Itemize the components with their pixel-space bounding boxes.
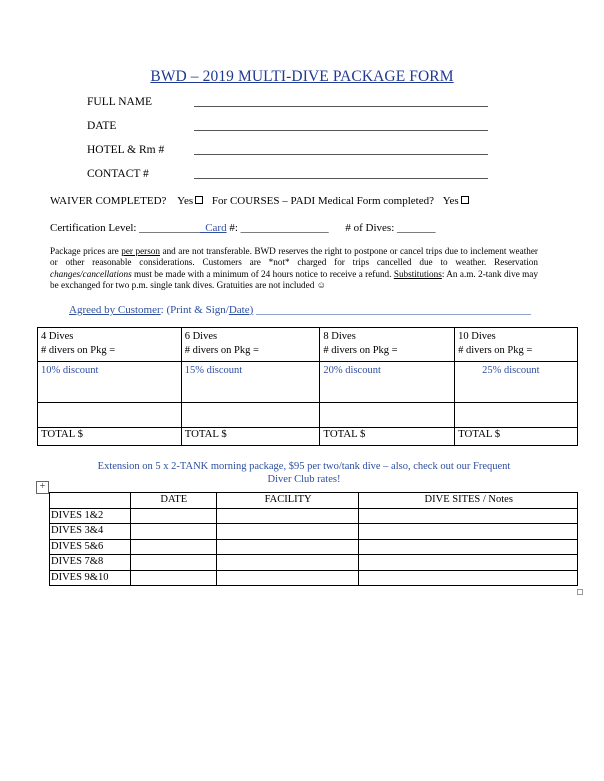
policy-text-1: Package prices are [50, 246, 122, 256]
package-8-total[interactable] [320, 428, 455, 446]
date-cell[interactable] [130, 570, 216, 586]
extension-line-1: Extension on 5 x 2-TANK morning package, $95 per two/tank dive – also, check out our Frequent [97, 461, 511, 472]
total-label: TOTAL $ [41, 428, 84, 440]
signature-line-field[interactable]: __________________________________________________ [253, 304, 531, 316]
package-8-header [320, 328, 455, 362]
policy-text-2: and are not transferable. BWD reserves the right to postpone or cancel trips due to inclement weather or other reasonable considerations. Customers are *not* charged for trips cancelled due to weather. Reservation [50, 246, 538, 268]
facility-cell[interactable] [216, 508, 359, 524]
policy-substitutions: Substitutions [393, 268, 442, 279]
package-4-header [38, 328, 182, 362]
medical-yes-label: Yes [442, 195, 459, 207]
package-header-row [38, 328, 578, 362]
blank-cell[interactable] [320, 403, 455, 428]
table-resize-handle[interactable] [577, 589, 583, 595]
notes-cell[interactable] [359, 555, 578, 571]
notes-cell[interactable] [359, 539, 578, 555]
table-row [50, 539, 578, 555]
total-label: TOTAL $ [184, 428, 227, 440]
package-10-header [455, 328, 578, 362]
number-of-dives-field[interactable]: # of Dives: _______ [345, 222, 436, 234]
policy-changes: changes/cancellations [50, 268, 132, 279]
package-8-discount-cell[interactable] [320, 362, 455, 403]
date-hint-label: Date) [228, 304, 254, 316]
facility-cell[interactable] [216, 524, 359, 540]
table-move-handle-icon[interactable]: + [36, 481, 49, 494]
extension-line-2: Diver Club rates! [267, 474, 341, 485]
blank-cell[interactable] [455, 403, 578, 428]
package-4-discount-cell[interactable] [38, 362, 182, 403]
table-row [50, 570, 578, 586]
date-cell[interactable] [130, 539, 216, 555]
table-row [50, 508, 578, 524]
date-cell[interactable] [130, 524, 216, 540]
facility-cell[interactable] [216, 570, 359, 586]
waiver-yes-checkbox[interactable] [195, 196, 203, 204]
certification-level-field[interactable]: Certification Level: ___________ [50, 222, 200, 234]
blank-row [38, 403, 578, 428]
full-name-field[interactable] [194, 106, 488, 107]
notes-cell[interactable] [359, 570, 578, 586]
package-8-dives: 8 Dives [323, 331, 356, 342]
row-label: DIVES 5&6 [50, 539, 131, 555]
row-label: DIVES 1&2 [50, 508, 131, 524]
table-row [50, 555, 578, 571]
card-label: Card [205, 222, 227, 234]
package-6-discount: 15% discount [184, 365, 243, 376]
package-4-divers[interactable]: # divers on Pkg = [41, 345, 116, 356]
package-6-discount-cell[interactable] [181, 362, 320, 403]
package-6-divers[interactable]: # divers on Pkg = [184, 345, 259, 356]
full-name-label: FULL NAME [87, 96, 153, 108]
package-10-discount: 25% discount [482, 365, 540, 376]
header-facility: FACILITY [216, 493, 359, 509]
waiver-yes-label: Yes [177, 195, 194, 207]
package-6-header [181, 328, 320, 362]
certification-row [50, 222, 436, 234]
package-6-total[interactable] [181, 428, 320, 446]
package-6-dives: 6 Dives [184, 331, 218, 342]
blank-cell[interactable] [181, 403, 320, 428]
form-title: BWD – 2019 MULTI-DIVE PACKAGE FORM [150, 68, 454, 85]
header-date: DATE [130, 493, 216, 509]
print-sign-label: : (Print & Sign/ [160, 304, 229, 316]
date-cell[interactable] [130, 508, 216, 524]
row-label: DIVES 3&4 [50, 524, 131, 540]
agreement-row [69, 304, 531, 316]
package-8-discount: 20% discount [323, 365, 381, 376]
package-4-dives: 4 Dives [41, 331, 74, 342]
facility-cell[interactable] [216, 555, 359, 571]
policy-text-4: : An a.m. 2-tank dive may be exchanged for two p.m. single tank dives. Gratuities are not included ☺ [50, 268, 538, 291]
package-4-discount: 10% discount [41, 365, 99, 376]
row-label: DIVES 7&8 [50, 555, 131, 571]
blank-cell[interactable] [38, 403, 182, 428]
notes-cell[interactable] [359, 524, 578, 540]
package-table [37, 327, 578, 446]
card-lead-underscore: _ [199, 222, 206, 234]
row-label: DIVES 9&10 [50, 570, 131, 586]
medical-form-label: For COURSES – PADI Medical Form completed? [211, 195, 434, 207]
waiver-row [50, 195, 469, 207]
package-10-total[interactable] [455, 428, 578, 446]
policy-text-3: must be made with a minimum of 24 hours notice to receive a refund. [131, 268, 394, 279]
date-label: DATE [87, 120, 117, 132]
card-number-field[interactable]: #: ________________ [226, 222, 329, 234]
contact-field[interactable] [194, 178, 488, 179]
contact-label: CONTACT # [87, 168, 149, 180]
notes-cell[interactable] [359, 508, 578, 524]
dive-log-header-row [50, 493, 578, 509]
package-10-discount-cell[interactable] [455, 362, 578, 403]
total-label: TOTAL $ [458, 428, 501, 440]
date-field[interactable] [194, 130, 488, 131]
discount-row [38, 362, 578, 403]
table-row [50, 524, 578, 540]
medical-yes-checkbox[interactable] [461, 196, 469, 204]
waiver-label: WAIVER COMPLETED? [50, 195, 167, 207]
total-row [38, 428, 578, 446]
extension-note [80, 460, 528, 486]
dive-log-table [49, 492, 578, 586]
header-dive-sites: DIVE SITES / Notes [359, 493, 578, 509]
package-4-total[interactable] [38, 428, 182, 446]
package-10-dives: 10 Dives [458, 331, 496, 342]
policy-per-person: per person [121, 246, 160, 256]
facility-cell[interactable] [216, 539, 359, 555]
hotel-room-field[interactable] [194, 154, 488, 155]
package-8-divers[interactable]: # divers on Pkg = [323, 345, 398, 356]
date-cell[interactable] [130, 555, 216, 571]
agreed-by-label: Agreed by Customer [69, 304, 161, 316]
policy-paragraph [50, 246, 538, 292]
total-label: TOTAL $ [323, 428, 366, 440]
header-blank [50, 493, 131, 509]
hotel-room-label: HOTEL & Rm # [87, 144, 165, 156]
package-10-divers[interactable]: # divers on Pkg = [458, 345, 533, 356]
